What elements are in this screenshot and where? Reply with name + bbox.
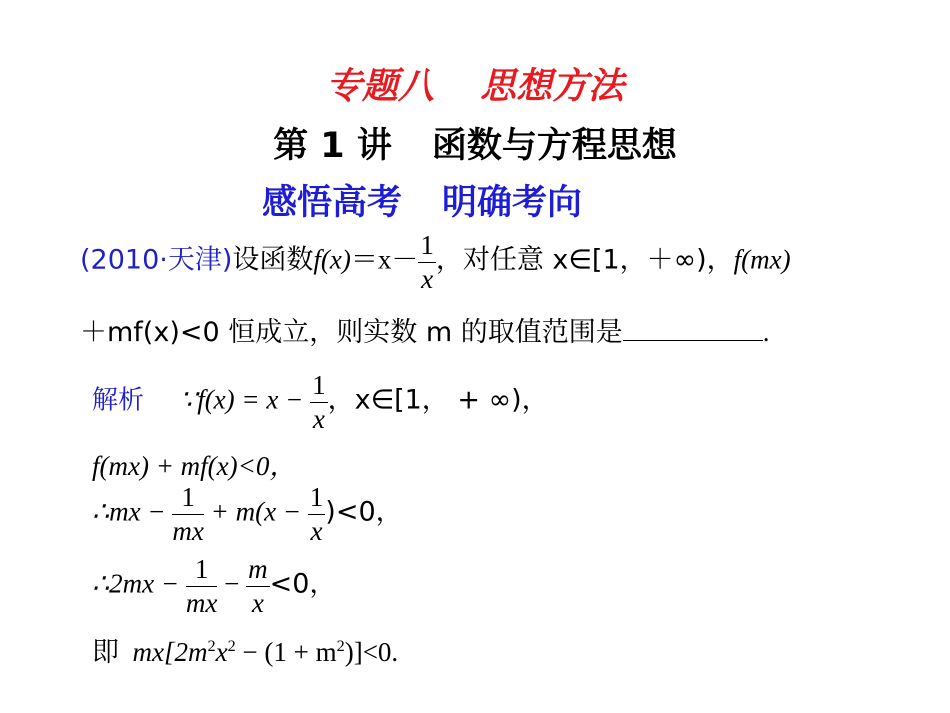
problem-function: f(x) — [313, 244, 351, 275]
section-title-a: 感悟高考 — [262, 183, 403, 223]
denominator: mx — [172, 516, 204, 546]
solution-l5-c: − (1 + m — [235, 637, 337, 667]
numerator: 1 — [172, 484, 203, 515]
problem-lead: 设函数 — [232, 244, 314, 276]
numerator: 1 — [186, 556, 217, 587]
problem-line-2 — [80, 310, 769, 349]
solution-line-2: f(mx) + mf(x)<0， — [92, 451, 297, 481]
topic-number: 专题八 — [325, 66, 434, 107]
numerator: 1 — [310, 372, 328, 403]
section-title — [262, 175, 582, 225]
solution-l3-mid: + m(x − — [210, 496, 302, 527]
superscript: 2 — [336, 637, 345, 655]
problem-end: . — [762, 317, 770, 347]
solution-line-1 — [92, 372, 549, 433]
lecture-name: 函数与方程思想 — [431, 126, 677, 166]
problem-source: (2010·天津) — [80, 244, 233, 276]
problem-equals: ＝x－ — [350, 244, 419, 275]
lecture-number: 第 1 讲 — [273, 126, 392, 166]
lecture-title — [0, 118, 950, 168]
solution-l5-b: x — [215, 637, 228, 667]
problem-line-2-text: ＋mf(x)<0 恒成立，则实数 m 的取值范围是 — [80, 317, 623, 348]
problem-fmx: f(mx) — [733, 244, 791, 275]
solution-line-4 — [92, 556, 336, 617]
solution-l4-fraction-2 — [246, 556, 270, 617]
fraction-denominator: x — [421, 264, 434, 294]
solution-line-5 — [92, 630, 398, 669]
topic-name: 思想方法 — [480, 66, 625, 107]
numerator: m — [246, 556, 270, 587]
problem-line-1 — [80, 232, 791, 293]
solution-l5-d: )]<0. — [344, 637, 399, 667]
solution-l3-pre: ∴mx − — [92, 496, 166, 527]
solution-l4-pre: ∴2mx − — [92, 568, 180, 599]
solution-label: 解析 — [92, 385, 145, 416]
superscript: 2 — [227, 637, 236, 655]
solution-line-3 — [92, 484, 403, 545]
solution-l3-post: )<0， — [325, 496, 403, 528]
fraction-numerator: 1 — [418, 232, 436, 263]
solution-l4-post: <0， — [269, 568, 337, 600]
superscript: 2 — [207, 637, 216, 655]
denominator: x — [310, 516, 323, 546]
topic-title — [0, 58, 950, 109]
solution-l1-fraction — [310, 372, 328, 433]
solution-l5-lead: 即 — [92, 637, 119, 668]
answer-blank — [623, 318, 763, 341]
denominator: mx — [185, 588, 218, 618]
solution-l3-fraction-1 — [172, 484, 203, 545]
problem-condition: ，对任意 x∈[1，＋∞)， — [435, 244, 734, 276]
solution-l3-fraction-2 — [308, 484, 326, 545]
numerator: 1 — [308, 484, 326, 515]
section-title-b: 明确考向 — [442, 183, 583, 223]
solution-l1-post: ，x∈[1， + ∞)， — [327, 384, 549, 416]
solution-l4-mid: − — [224, 568, 240, 599]
solution-l5-a: mx[2m — [132, 637, 208, 667]
denominator: x — [312, 404, 325, 434]
problem-fraction — [418, 232, 436, 293]
solution-l1-pre: ∵f(x) = x − — [180, 384, 304, 415]
denominator: x — [251, 588, 264, 618]
solution-l4-fraction-1 — [186, 556, 217, 617]
